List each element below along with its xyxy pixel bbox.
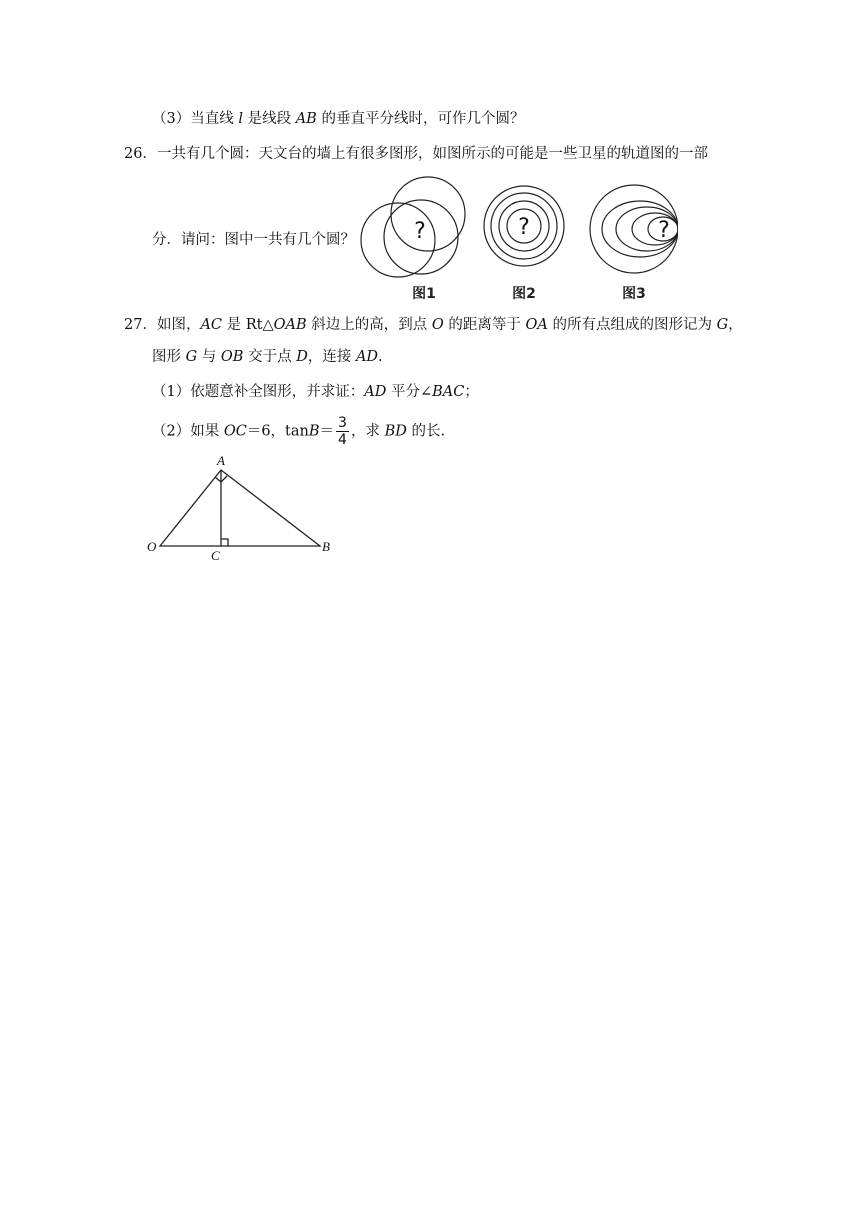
q27-l1-g: G bbox=[716, 317, 729, 333]
q26-line1: 26．一共有几个圆：天文台的墙上有很多图形，如图所示的可能是一些卫星的轨道图的一部 bbox=[124, 146, 708, 162]
q27-part2 bbox=[152, 416, 445, 447]
fig1-caption: 图1 bbox=[412, 286, 436, 302]
q27-p2-text-d: ，求 bbox=[350, 423, 385, 440]
q25-part3-suffix: 的垂直平分线时，可作几个圆？ bbox=[316, 111, 525, 127]
q27-l1-text-a: 27．如图， bbox=[124, 317, 201, 333]
right-angle-mark-c bbox=[221, 539, 228, 546]
q27-p1-ad: AD bbox=[364, 384, 387, 400]
q25-part3-prefix: （3）当直线 bbox=[152, 111, 239, 127]
segment-ab-symbol: AB bbox=[295, 111, 317, 127]
q27-l1-o: O bbox=[431, 317, 444, 333]
fig1-question-mark: ? bbox=[414, 219, 426, 244]
q27-p2-text-b: ＝6，tan bbox=[246, 423, 309, 440]
fig1-overlapping-circles bbox=[361, 177, 465, 277]
q27-p2-text-a: （2）如果 bbox=[152, 423, 224, 440]
q25-part3-line bbox=[152, 112, 524, 127]
q27-l1-text-d: 的距离等于 bbox=[443, 317, 526, 333]
q27-part1 bbox=[152, 385, 479, 400]
fig2-caption: 图2 bbox=[512, 286, 536, 302]
label-c: C bbox=[211, 548, 220, 562]
fig3-question-mark: ? bbox=[658, 218, 670, 243]
q27-p2-oc: OC bbox=[223, 423, 247, 440]
q27-line1 bbox=[124, 318, 743, 333]
fraction-denominator: 4 bbox=[338, 432, 347, 448]
fig3-caption: 图3 bbox=[622, 286, 646, 302]
q27-l2-d: D bbox=[296, 349, 308, 365]
fraction-three-fourths bbox=[336, 416, 349, 447]
fig2-question-mark: ? bbox=[518, 215, 530, 240]
label-o: O bbox=[147, 539, 157, 554]
q27-p1-text-a: （1）依题意补全图形，并求证： bbox=[152, 384, 365, 400]
q26-figures bbox=[358, 174, 678, 302]
fig3-circle-4 bbox=[632, 213, 678, 245]
q27-l1-text-f: ， bbox=[728, 317, 743, 333]
q27-l2-text-b: 与 bbox=[197, 349, 221, 365]
fig1-circle-top bbox=[391, 177, 465, 251]
q27-p1-text-b: 平分∠ bbox=[386, 384, 433, 400]
q27-p2-bd: BD bbox=[384, 423, 407, 440]
q27-l1-oa: OA bbox=[525, 317, 548, 333]
label-b: B bbox=[322, 539, 330, 554]
q27-l1-oab: OAB bbox=[273, 317, 307, 333]
q26-line2: 分．请问：图中一共有几个圆？ bbox=[152, 232, 355, 248]
q27-l2-text-e: ，连接 bbox=[307, 349, 356, 365]
q27-l1-text-c: 斜边上的高，到点 bbox=[306, 317, 432, 333]
q27-l2-text-f: . bbox=[378, 349, 383, 365]
q27-line2 bbox=[152, 350, 383, 365]
q27-triangle-figure bbox=[144, 452, 344, 562]
q27-l2-ob: OB bbox=[220, 349, 244, 365]
q27-p2-angle-b: B bbox=[308, 423, 320, 440]
line-l-symbol: l bbox=[238, 111, 243, 127]
q27-l2-ad: AD bbox=[355, 349, 379, 365]
q27-l1-text-b: 是 Rt△ bbox=[222, 317, 274, 333]
q27-p1-bac: BAC bbox=[432, 384, 465, 400]
q27-l2-text-a: 图形 bbox=[152, 349, 186, 365]
q27-p2-text-c: ＝ bbox=[319, 423, 335, 440]
q27-l1-ac: AC bbox=[200, 317, 223, 333]
fraction-numerator: 3 bbox=[338, 415, 347, 431]
q27-l1-text-e: 的所有点组成的图形记为 bbox=[547, 317, 717, 333]
q27-l2-g: G bbox=[185, 349, 198, 365]
q27-p1-text-c: ； bbox=[464, 384, 479, 400]
q27-p2-text-e: 的长. bbox=[406, 423, 446, 440]
q27-l2-text-c: 交于点 bbox=[243, 349, 297, 365]
triangle-oab bbox=[160, 470, 320, 546]
q25-part3-mid: 是线段 bbox=[242, 111, 296, 127]
label-a: A bbox=[217, 453, 225, 468]
